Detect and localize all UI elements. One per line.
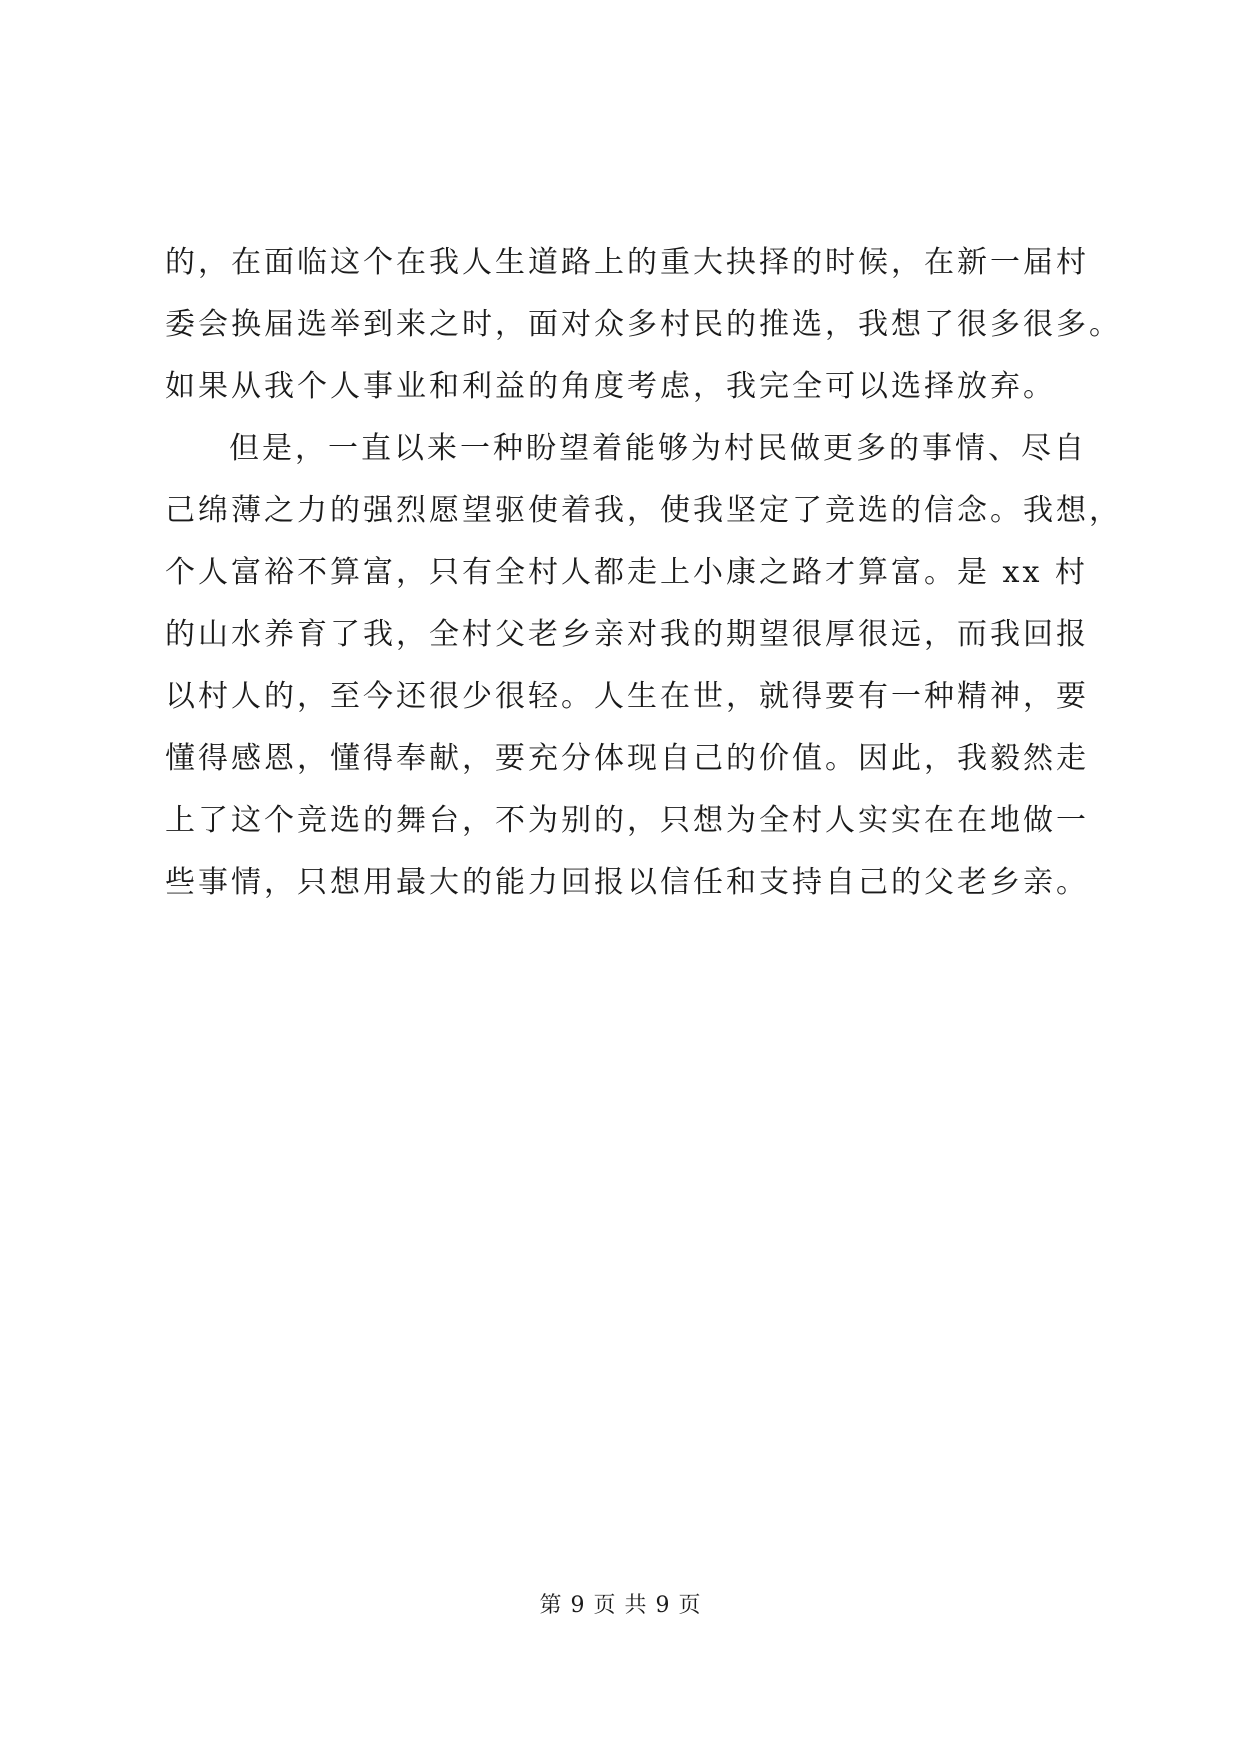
document-body [165,232,1122,914]
text-line: 如果从我个人事业和利益的角度考虑，我完全可以选择放弃。 [165,369,1056,404]
text-line: 己绵薄之力的强烈愿望驱使着我，使我坚定了竞选的信念。我想， [165,493,1122,528]
text-line: 的山水养育了我，全村父老乡亲对我的期望很厚很远，而我回报 [165,617,1089,652]
text-line: 但是，一直以来一种盼望着能够为村民做更多的事情、尽自 [229,431,1087,466]
text-line: 些事情，只想用最大的能力回报以信任和支持自己的父老乡亲。 [165,865,1089,900]
text-line: 懂得感恩，懂得奉献，要充分体现自己的价值。因此，我毅然走 [165,741,1089,776]
page-number-footer: 第 9 页 共 9 页 [539,1593,702,1618]
text-line: 以村人的，至今还很少很轻。人生在世，就得要有一种精神，要 [165,679,1089,714]
text-line: 上了这个竞选的舞台，不为别的，只想为全村人实实在在地做一 [165,803,1089,838]
text-line: 的，在面临这个在我人生道路上的重大抉择的时候，在新一届村 [165,245,1089,280]
text-line: 委会换届选举到来之时，面对众多村民的推选，我想了很多很多。 [165,307,1122,342]
text-line: 个人富裕不算富，只有全村人都走上小康之路才算富。是 xx 村 [165,555,1088,590]
